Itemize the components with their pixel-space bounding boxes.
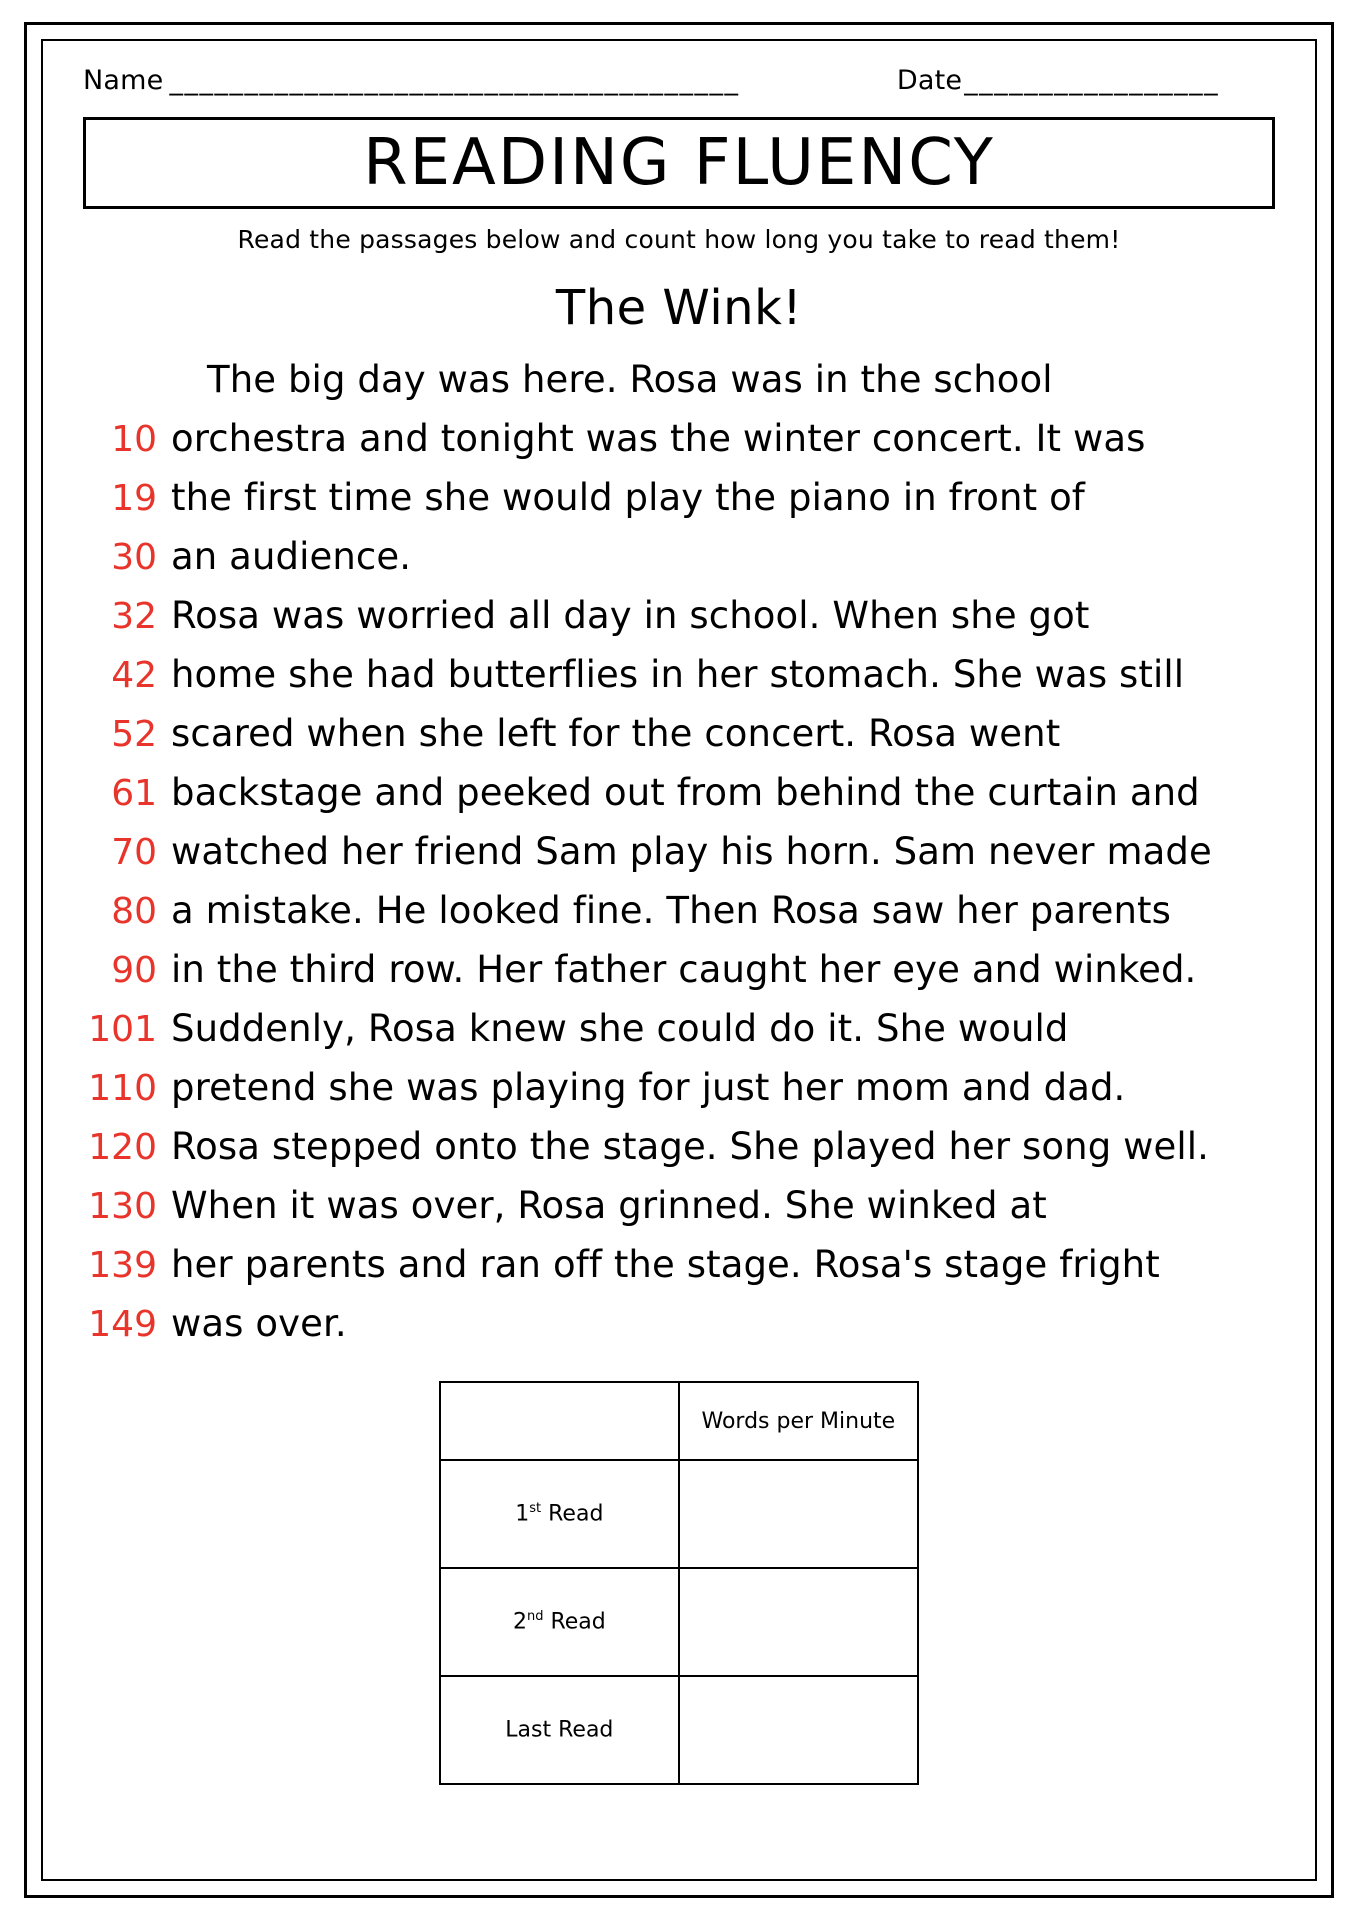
passage-line xyxy=(83,417,1275,476)
word-count: 70 xyxy=(111,832,157,873)
table-row xyxy=(440,1382,918,1460)
word-count: 42 xyxy=(111,655,157,696)
word-count: 80 xyxy=(111,891,157,932)
passage-line-text: When it was over, Rosa grinned. She winked at xyxy=(171,1184,1047,1227)
passage-line xyxy=(83,1184,1275,1243)
row-label-sup: nd xyxy=(526,1609,544,1625)
table-header-blank xyxy=(440,1382,679,1460)
row-label-second-read xyxy=(440,1568,679,1676)
wpm-value-last-read[interactable] xyxy=(679,1676,918,1784)
name-label: Name xyxy=(83,65,164,96)
wpm-value-first-read[interactable] xyxy=(679,1460,918,1568)
passage-line xyxy=(83,948,1275,1007)
word-count: 10 xyxy=(111,419,157,460)
passage-line-text: Rosa was worried all day in school. When she got xyxy=(171,594,1090,637)
passage-line-text: an audience. xyxy=(171,535,412,578)
passage-line xyxy=(83,1007,1275,1066)
word-count: 149 xyxy=(88,1304,157,1345)
passage-line-text: was over. xyxy=(171,1302,347,1345)
page-border-outer xyxy=(24,22,1334,1898)
passage-body xyxy=(83,358,1275,1361)
word-count: 30 xyxy=(111,537,157,578)
table-row xyxy=(440,1460,918,1568)
passage-line xyxy=(83,1243,1275,1302)
word-count: 52 xyxy=(111,714,157,755)
word-count: 101 xyxy=(88,1009,157,1050)
worksheet-content xyxy=(83,65,1275,1859)
word-count: 130 xyxy=(88,1186,157,1227)
word-count: 19 xyxy=(111,478,157,519)
wpm-table-wrapper xyxy=(83,1381,1275,1785)
instructions-text: Read the passages below and count how long you take to read them! xyxy=(237,225,1121,254)
passage-line xyxy=(83,712,1275,771)
row-label-tail: Read xyxy=(543,1609,606,1635)
date-input-line[interactable]: _________________ xyxy=(964,65,1220,96)
passage-line-text: scared when she left for the concert. Rosa went xyxy=(171,712,1061,755)
passage-line xyxy=(83,535,1275,594)
row-label-last-read xyxy=(440,1676,679,1784)
name-input-line[interactable]: ______________________________________ xyxy=(169,65,740,96)
passage-line xyxy=(83,830,1275,889)
wpm-value-second-read[interactable] xyxy=(679,1568,918,1676)
row-label-text: Last Read xyxy=(505,1717,614,1743)
table-row xyxy=(440,1676,918,1784)
passage-line-text: her parents and ran off the stage. Rosa's stage fright xyxy=(171,1243,1160,1286)
table-header-words-per-minute: Words per Minute xyxy=(679,1382,918,1460)
passage-line-text: the first time she would play the piano in front of xyxy=(171,476,1085,519)
name-date-row xyxy=(83,65,1275,109)
passage-line-text: Rosa stepped onto the stage. She played her song well. xyxy=(171,1125,1209,1168)
table-row xyxy=(440,1568,918,1676)
page-border-inner xyxy=(41,39,1317,1881)
wpm-table xyxy=(439,1381,919,1785)
passage-line-text: pretend she was playing for just her mom and dad. xyxy=(171,1066,1126,1109)
passage-line-text: home she had butterflies in her stomach. She was still xyxy=(171,653,1185,696)
passage-line xyxy=(83,358,1275,417)
title-box xyxy=(83,117,1275,209)
date-label: Date xyxy=(896,65,963,96)
passage-line xyxy=(83,653,1275,712)
word-count: 90 xyxy=(111,950,157,991)
passage-line-text: backstage and peeked out from behind the curtain and xyxy=(171,771,1200,814)
word-count: 139 xyxy=(88,1245,157,1286)
passage-line xyxy=(83,771,1275,830)
page-title: READING FLUENCY xyxy=(363,126,995,200)
passage-line xyxy=(83,594,1275,653)
row-label-sup: st xyxy=(529,1501,542,1517)
passage-line-text: Suddenly, Rosa knew she could do it. She would xyxy=(171,1007,1069,1050)
passage-line-text: orchestra and tonight was the winter concert. It was xyxy=(171,417,1146,460)
passage-line xyxy=(83,1125,1275,1184)
row-label-text: 1 xyxy=(515,1501,530,1527)
word-count: 120 xyxy=(88,1127,157,1168)
word-count: 61 xyxy=(111,773,157,814)
passage-line xyxy=(83,889,1275,948)
passage-line xyxy=(83,1066,1275,1125)
word-count: 110 xyxy=(88,1068,157,1109)
passage-line-text: in the third row. Her father caught her eye and winked. xyxy=(171,948,1197,991)
row-label-tail: Read xyxy=(541,1501,604,1527)
word-count: 32 xyxy=(111,596,157,637)
passage-line-text: watched her friend Sam play his horn. Sam never made xyxy=(171,830,1212,873)
row-label-text: 2 xyxy=(512,1609,527,1635)
passage-title: The Wink! xyxy=(555,280,803,336)
passage-line-text: The big day was here. Rosa was in the school xyxy=(207,358,1053,401)
passage-line-text: a mistake. He looked fine. Then Rosa saw her parents xyxy=(171,889,1172,932)
passage-line xyxy=(83,476,1275,535)
row-label-first-read xyxy=(440,1460,679,1568)
passage-line xyxy=(83,1302,1275,1361)
